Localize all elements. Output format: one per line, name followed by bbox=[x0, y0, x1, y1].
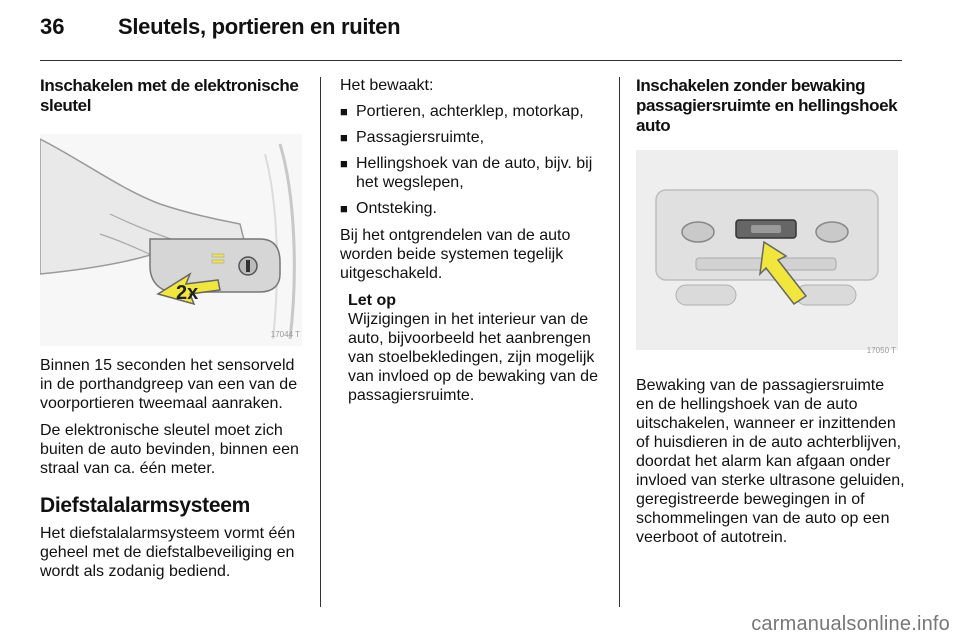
paragraph-range: De elektronische sleutel moet zich buiten de auto bevinden, binnen een straal van ca. één meter. bbox=[40, 422, 299, 477]
list-item: ■ Passagiersruimte, bbox=[340, 129, 485, 146]
column-1 bbox=[40, 76, 302, 589]
note-title: Let op bbox=[348, 292, 396, 309]
page-title: Sleutels, portieren en ruiten bbox=[118, 14, 401, 39]
figure-label-2x: 2x bbox=[176, 282, 199, 304]
column-divider-1 bbox=[320, 77, 321, 607]
figure-code: 17050 T bbox=[866, 346, 896, 355]
header-rule bbox=[40, 60, 902, 61]
paragraph-sensor: Binnen 15 seconden het sensorveld in de porthandgreep van een van de voorportieren tweemaal aanraken. bbox=[40, 357, 298, 412]
page-number: 36 bbox=[40, 14, 65, 39]
figure-roof-console bbox=[636, 150, 898, 362]
list-item: ■ Ontsteking. bbox=[340, 200, 437, 217]
paragraph-monitors: Het bewaakt: bbox=[340, 77, 434, 94]
subheading-without-monitoring: Inschakelen zonder bewaking passagiersruimte en hellingshoek auto bbox=[636, 76, 898, 135]
column-2 bbox=[340, 76, 608, 405]
paragraph-unlock: Bij het ontgrendelen van de auto worden beide systemen tegelijk uitgeschakeld. bbox=[340, 227, 571, 282]
door-handle-illustration bbox=[40, 134, 302, 346]
list-item: ■ Portieren, achterklep, motorkap, bbox=[340, 103, 584, 120]
watermark: carmanualsonline.info bbox=[751, 613, 950, 635]
bullet-icon: ■ bbox=[340, 201, 348, 216]
note-box bbox=[348, 291, 608, 405]
paragraph-disable-monitoring: Bewaking van de passagiersruimte en de hellingshoek van de auto uitschakelen, wanneer er inzittenden of huisdieren in de auto achterblijven, doordat het alarm kan afgaan onder invloed van sterke ultrasone geluiden, geregistreerde bewegingen in of schommelingen van de auto op een veerboot of autotrein. bbox=[636, 377, 905, 546]
note-text: Wijzigingen in het interieur van de auto, bijvoorbeeld het aanbrengen van stoelbekledingen, zijn mogelijk van invloed op de bewaking van de passagiersruimte. bbox=[348, 311, 598, 404]
roof-console-illustration bbox=[636, 150, 898, 362]
column-3 bbox=[636, 76, 906, 555]
subheading-electronic-key: Inschakelen met de elektronische sleutel bbox=[40, 76, 299, 115]
bullet-icon: ■ bbox=[340, 130, 348, 145]
figure-code: 17044 T bbox=[270, 330, 300, 339]
paragraph-alarm: Het diefstalalarmsysteem vormt één geheel met de diefstalbeveiliging en wordt als zodanig bediend. bbox=[40, 525, 296, 580]
bullet-icon: ■ bbox=[340, 104, 348, 119]
monitored-list bbox=[340, 102, 608, 218]
column-divider-2 bbox=[619, 77, 620, 607]
list-item: ■ Hellingshoek van de auto, bijv. bij het wegslepen, bbox=[340, 155, 593, 191]
figure-door-handle bbox=[40, 134, 302, 346]
section-title-alarm: Diefstalalarmsysteem bbox=[40, 494, 250, 517]
bullet-icon: ■ bbox=[340, 156, 348, 171]
